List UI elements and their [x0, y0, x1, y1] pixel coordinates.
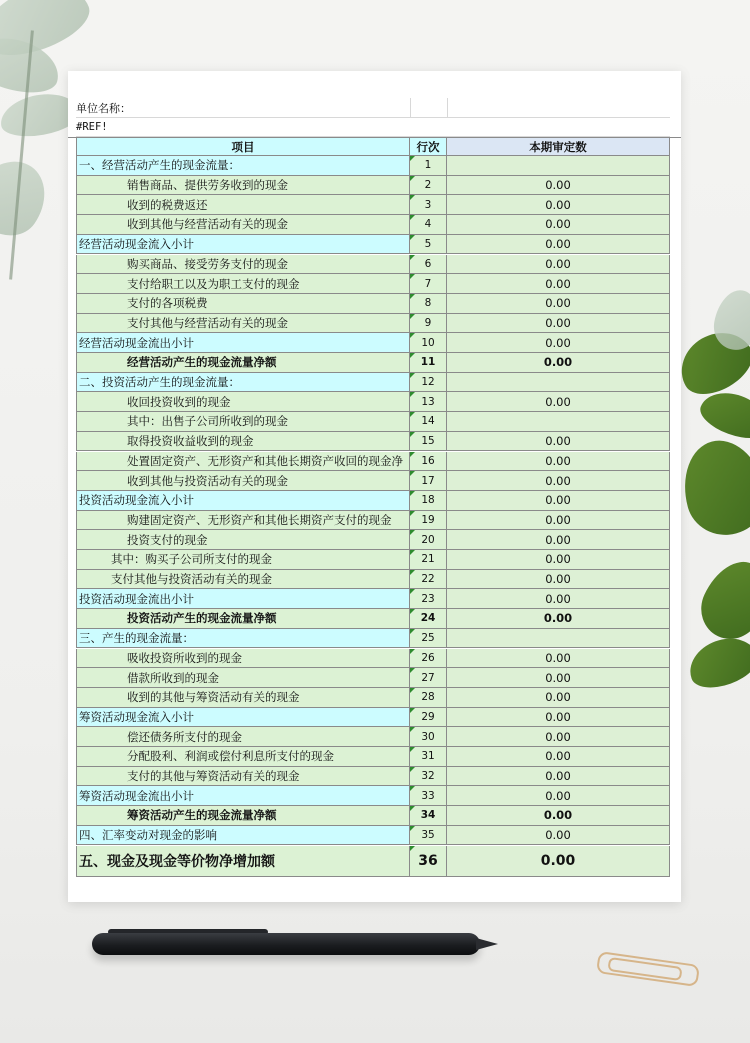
- row-line-number: [410, 589, 447, 609]
- row-line-number: [410, 432, 447, 452]
- cell-marker-icon: [410, 747, 415, 752]
- row-line-text: 29: [421, 710, 435, 723]
- table-row: [68, 471, 681, 491]
- row-item-label: 收到的税费返还: [76, 195, 410, 215]
- leaf-shape: [0, 147, 60, 249]
- row-item-label: 购买商品、接受劳务支付的现金: [76, 255, 410, 275]
- row-line-text: 21: [421, 553, 435, 566]
- table-row: [68, 491, 681, 511]
- row-amount: 0.00: [447, 570, 670, 590]
- row-line-text: 1: [424, 159, 432, 172]
- row-item-label: 支付的各项税费: [76, 294, 410, 314]
- table-row: [68, 452, 681, 472]
- row-amount: 0.00: [447, 589, 670, 609]
- cell-marker-icon: [410, 530, 415, 535]
- row-line-number: [410, 846, 447, 877]
- row-line-number: [410, 826, 447, 846]
- row-amount: 0.00: [447, 511, 670, 531]
- leaf-shape: [682, 629, 750, 695]
- cell-marker-icon: [410, 589, 415, 594]
- row-line-text: 30: [421, 730, 435, 743]
- cell-marker-icon: [410, 767, 415, 772]
- pen-body-shape: [92, 933, 480, 955]
- row-amount: 0.00: [447, 708, 670, 728]
- table-row: [68, 333, 681, 353]
- row-amount: 0.00: [447, 668, 670, 688]
- row-line-number: [410, 471, 447, 491]
- cell-marker-icon: [410, 255, 415, 260]
- row-item-label: 筹资活动现金流出小计: [76, 786, 410, 806]
- row-item-label: 销售商品、提供劳务收到的现金: [76, 176, 410, 196]
- row-line-text: 31: [421, 750, 435, 763]
- header-amount: 本期审定数: [447, 138, 670, 156]
- spreadsheet-sheet: [68, 71, 681, 902]
- cell-marker-icon: [410, 452, 415, 457]
- row-item-label: 筹资活动现金流入小计: [76, 708, 410, 728]
- row-line-text: 22: [421, 573, 435, 586]
- row-amount: 0.00: [447, 491, 670, 511]
- cell-marker-icon: [410, 432, 415, 437]
- row-item-label: 取得投资收益收到的现金: [76, 432, 410, 452]
- row-item-label: 其中：出售子公司所收到的现金: [76, 412, 410, 432]
- row-amount: 0.00: [447, 353, 670, 373]
- table-row: [68, 255, 681, 275]
- row-line-text: 5: [424, 238, 432, 251]
- row-line-number: [410, 176, 447, 196]
- table-row: [68, 688, 681, 708]
- row-amount: 0.00: [447, 806, 670, 826]
- row-line-text: 24: [420, 612, 436, 625]
- row-amount: [447, 156, 670, 176]
- table-row: [68, 215, 681, 235]
- table-row: [68, 235, 681, 255]
- table-row: [68, 314, 681, 334]
- row-line-number: [410, 156, 447, 176]
- table-row: [68, 195, 681, 215]
- table-row: [68, 550, 681, 570]
- row-amount: 0.00: [447, 392, 670, 412]
- row-line-text: 8: [424, 297, 432, 310]
- cell-marker-icon: [410, 649, 415, 654]
- row-item-label: 收到其他与投资活动有关的现金: [76, 471, 410, 491]
- table-row: [68, 649, 681, 669]
- row-line-text: 17: [421, 474, 435, 487]
- table-row: [68, 727, 681, 747]
- cell-marker-icon: [410, 491, 415, 496]
- row-line-number: [410, 727, 447, 747]
- row-line-number: [410, 452, 447, 472]
- pen-tip-shape: [476, 938, 498, 950]
- cell-marker-icon: [410, 629, 415, 634]
- table-row: [68, 432, 681, 452]
- ref-error-row: [76, 117, 670, 137]
- row-line-text: 15: [421, 435, 435, 448]
- row-line-text: 11: [420, 356, 436, 369]
- table-row: [68, 412, 681, 432]
- row-line-text: 28: [421, 691, 435, 704]
- row-line-number: [410, 274, 447, 294]
- row-amount: 0.00: [447, 767, 670, 787]
- table-row: [68, 826, 681, 846]
- row-line-number: [410, 806, 447, 826]
- row-item-label: 偿还债务所支付的现金: [76, 727, 410, 747]
- row-item-label: 吸收投资所收到的现金: [76, 649, 410, 669]
- row-amount: 0.00: [447, 550, 670, 570]
- cell-marker-icon: [410, 392, 415, 397]
- table-row: [68, 747, 681, 767]
- cell-marker-icon: [410, 550, 415, 555]
- divider: [410, 98, 411, 117]
- row-line-text: 13: [421, 395, 435, 408]
- cell-marker-icon: [410, 786, 415, 791]
- row-line-text: 18: [421, 494, 435, 507]
- table-row: [68, 176, 681, 196]
- cell-marker-icon: [410, 353, 415, 358]
- cell-marker-icon: [410, 727, 415, 732]
- row-item-label: 处置固定资产、无形资产和其他长期资产收回的现金净: [76, 452, 410, 472]
- row-amount: 0.00: [447, 826, 670, 846]
- row-item-label: 筹资活动产生的现金流量净额: [76, 806, 410, 826]
- row-amount: [447, 412, 670, 432]
- table-row: [68, 373, 681, 393]
- row-line-number: [410, 412, 447, 432]
- cell-marker-icon: [410, 235, 415, 240]
- row-line-number: [410, 747, 447, 767]
- row-item-label: 经营活动现金流入小计: [76, 235, 410, 255]
- table-row: [68, 668, 681, 688]
- cell-marker-icon: [410, 294, 415, 299]
- row-amount: 0.00: [447, 530, 670, 550]
- cell-marker-icon: [410, 688, 415, 693]
- row-line-number: [410, 195, 447, 215]
- row-amount: 0.00: [447, 333, 670, 353]
- cell-marker-icon: [410, 806, 415, 811]
- cell-marker-icon: [410, 215, 415, 220]
- cell-marker-icon: [410, 511, 415, 516]
- row-amount: 0.00: [447, 314, 670, 334]
- row-line-text: 6: [424, 257, 432, 270]
- row-item-label: 投资活动产生的现金流量净额: [76, 609, 410, 629]
- row-item-label: 一、经营活动产生的现金流量：: [76, 156, 410, 176]
- cell-marker-icon: [410, 668, 415, 673]
- row-item-label: 收回投资收到的现金: [76, 392, 410, 412]
- row-line-number: [410, 570, 447, 590]
- cell-marker-icon: [410, 609, 415, 614]
- row-line-number: [410, 649, 447, 669]
- row-item-label: 投资活动现金流出小计: [76, 589, 410, 609]
- table-row: [68, 294, 681, 314]
- row-line-text: 4: [424, 218, 432, 231]
- cell-marker-icon: [410, 412, 415, 417]
- row-amount: 0.00: [447, 255, 670, 275]
- row-line-text: 36: [418, 852, 438, 869]
- row-line-number: [410, 688, 447, 708]
- table-row: [68, 156, 681, 176]
- row-amount: 0.00: [447, 846, 670, 877]
- row-line-number: [410, 373, 447, 393]
- unit-name-label: 单位名称：: [76, 101, 131, 115]
- row-line-number: [410, 235, 447, 255]
- row-item-label: 投资支付的现金: [76, 530, 410, 550]
- row-line-text: 20: [421, 533, 435, 546]
- row-line-text: 34: [420, 809, 436, 822]
- row-line-text: 2: [424, 179, 432, 192]
- row-line-number: [410, 255, 447, 275]
- cell-marker-icon: [410, 333, 415, 338]
- cell-marker-icon: [410, 373, 415, 378]
- table-row: [68, 274, 681, 294]
- header-item: 项目: [76, 138, 410, 156]
- cell-marker-icon: [410, 274, 415, 279]
- row-line-text: 23: [421, 592, 435, 605]
- cell-marker-icon: [410, 826, 415, 831]
- table-row: [68, 353, 681, 373]
- cell-marker-icon: [410, 708, 415, 713]
- row-amount: 0.00: [447, 747, 670, 767]
- row-line-text: 26: [421, 651, 435, 664]
- row-item-label: 支付给职工以及为职工支付的现金: [76, 274, 410, 294]
- cell-marker-icon: [410, 471, 415, 476]
- cell-marker-icon: [410, 570, 415, 575]
- row-item-label: 投资活动现金流入小计: [76, 491, 410, 511]
- row-line-number: [410, 511, 447, 531]
- row-line-number: [410, 767, 447, 787]
- row-line-number: [410, 629, 447, 649]
- ref-error-cell: #REF!: [76, 120, 108, 133]
- row-line-text: 16: [421, 454, 435, 467]
- row-line-number: [410, 708, 447, 728]
- row-item-label: 收到其他与经营活动有关的现金: [76, 215, 410, 235]
- row-line-text: 32: [421, 770, 435, 783]
- row-line-text: 9: [424, 316, 432, 329]
- leaf-shape: [691, 551, 750, 649]
- header-line: 行次: [410, 138, 447, 156]
- table-row: [68, 786, 681, 806]
- row-line-number: [410, 491, 447, 511]
- row-amount: [447, 629, 670, 649]
- row-line-number: [410, 392, 447, 412]
- row-amount: 0.00: [447, 195, 670, 215]
- row-line-number: [410, 550, 447, 570]
- row-amount: 0.00: [447, 274, 670, 294]
- row-line-number: [410, 333, 447, 353]
- table-row: [68, 392, 681, 412]
- row-line-text: 3: [424, 198, 432, 211]
- row-item-label: 四、汇率变动对现金的影响: [76, 826, 410, 846]
- row-line-text: 14: [421, 415, 435, 428]
- table-row: [68, 511, 681, 531]
- row-amount: 0.00: [447, 609, 670, 629]
- row-line-text: 27: [421, 671, 435, 684]
- table-row: [68, 570, 681, 590]
- row-amount: 0.00: [447, 294, 670, 314]
- divider: [447, 98, 448, 117]
- row-item-label: 三、产生的现金流量：: [76, 629, 410, 649]
- row-amount: 0.00: [447, 786, 670, 806]
- row-amount: [447, 373, 670, 393]
- row-amount: 0.00: [447, 452, 670, 472]
- row-item-label: 经营活动现金流出小计: [76, 333, 410, 353]
- row-line-text: 33: [421, 789, 435, 802]
- table-row: [68, 806, 681, 826]
- row-line-text: 19: [421, 513, 435, 526]
- table-row: [68, 708, 681, 728]
- table-row: [68, 589, 681, 609]
- row-amount: 0.00: [447, 215, 670, 235]
- cell-marker-icon: [410, 176, 415, 181]
- row-line-text: 25: [421, 632, 435, 645]
- row-line-number: [410, 786, 447, 806]
- row-amount: 0.00: [447, 432, 670, 452]
- row-item-label: 支付的其他与筹资活动有关的现金: [76, 767, 410, 787]
- cell-marker-icon: [410, 846, 415, 851]
- table-row: [68, 629, 681, 649]
- table-row: [68, 609, 681, 629]
- row-line-number: [410, 314, 447, 334]
- table-row: [68, 767, 681, 787]
- row-line-number: [410, 609, 447, 629]
- cell-marker-icon: [410, 195, 415, 200]
- cell-marker-icon: [410, 156, 415, 161]
- table-header-row: [68, 137, 681, 156]
- row-item-label: 购建固定资产、无形资产和其他长期资产支付的现金: [76, 511, 410, 531]
- row-amount: 0.00: [447, 235, 670, 255]
- row-item-label: 五、现金及现金等价物净增加额: [76, 846, 410, 877]
- row-line-number: [410, 668, 447, 688]
- row-line-text: 7: [424, 277, 432, 290]
- row-item-label: 分配股利、利润或偿付利息所支付的现金: [76, 747, 410, 767]
- row-line-text: 35: [421, 829, 435, 842]
- row-amount: 0.00: [447, 176, 670, 196]
- unit-name-row: [76, 98, 670, 118]
- row-item-label: 经营活动产生的现金流量净额: [76, 353, 410, 373]
- row-item-label: 支付其他与经营活动有关的现金: [76, 314, 410, 334]
- row-amount: 0.00: [447, 649, 670, 669]
- row-line-number: [410, 353, 447, 373]
- row-line-text: 10: [421, 336, 435, 349]
- leaf-shape: [673, 431, 750, 543]
- row-item-label: 二、投资活动产生的现金流量：: [76, 373, 410, 393]
- row-amount: 0.00: [447, 727, 670, 747]
- row-item-label: 其中：购买子公司所支付的现金: [76, 550, 410, 570]
- row-item-label: 收到的其他与筹资活动有关的现金: [76, 688, 410, 708]
- table-row: [68, 530, 681, 550]
- table-row: [68, 846, 681, 877]
- row-line-number: [410, 530, 447, 550]
- cell-marker-icon: [410, 314, 415, 319]
- row-line-number: [410, 294, 447, 314]
- row-item-label: 支付其他与投资活动有关的现金: [76, 570, 410, 590]
- row-amount: 0.00: [447, 688, 670, 708]
- row-line-text: 12: [421, 376, 435, 389]
- row-amount: 0.00: [447, 471, 670, 491]
- row-line-number: [410, 215, 447, 235]
- row-item-label: 借款所收到的现金: [76, 668, 410, 688]
